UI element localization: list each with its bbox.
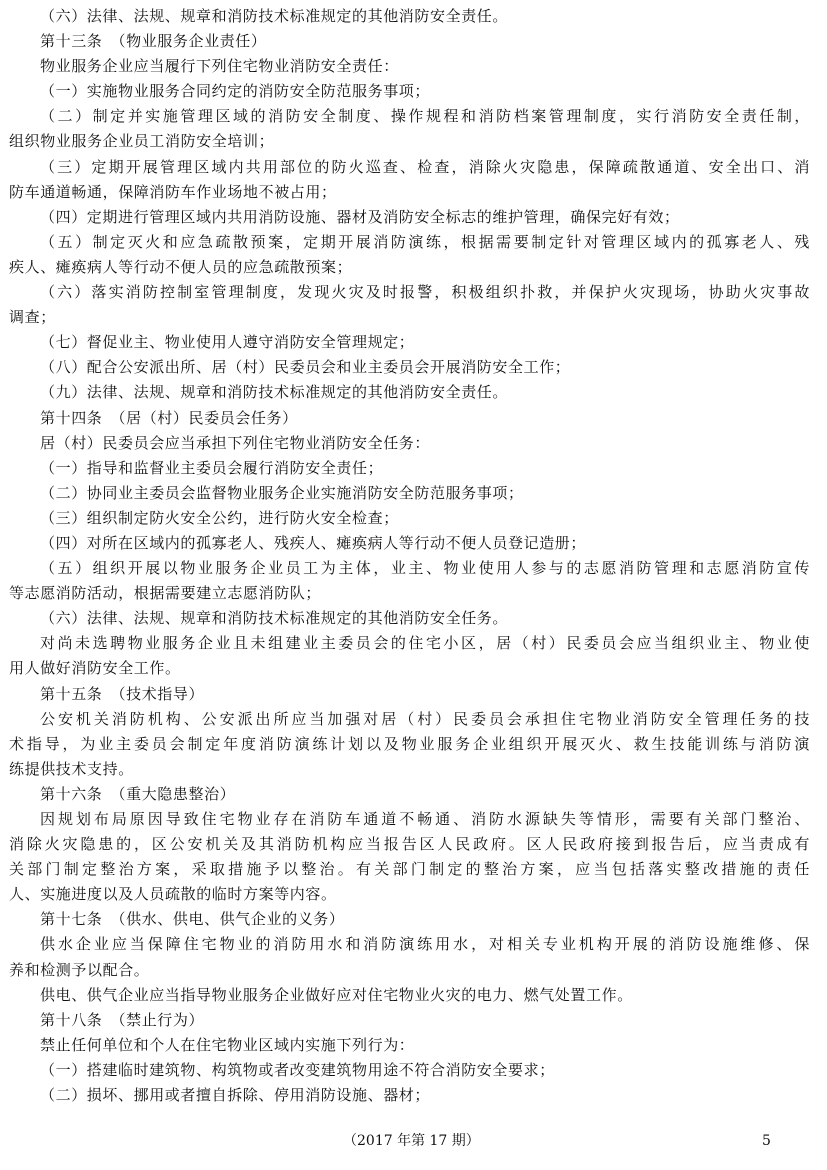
issue-label: （2017 年第 17 期） [343, 1133, 480, 1149]
text-line: 第十八条 （禁止行为） [40, 1010, 205, 1029]
text-line: 供水企业应当保障住宅物业的消防用水和消防演练用水，对相关专业机构开展的消防设施维修、保 [40, 935, 810, 954]
text-line: 第十四条 （居（村）民委员会任务） [40, 408, 298, 427]
text-line: （八）配合公安派出所、居（村）民委员会和业主委员会开展消防安全工作； [40, 358, 571, 377]
text-line: 用人做好消防安全工作。 [9, 659, 181, 678]
text-line: 人、实施进度以及人员疏散的临时方案等内容。 [9, 885, 337, 904]
text-line: 疾人、瘫痪病人等行动不便人员的应急疏散预案； [9, 257, 353, 276]
text-line: 消除火灾隐患的，区公安机关及其消防机构应当报告区人民政府。区人民政府接到报告后，应当责成有 [9, 835, 810, 854]
text-line: （一）指导和监督业主委员会履行消防安全责任； [40, 458, 384, 477]
text-line: 关部门制定整治方案，采取措施予以整治。有关部门制定的整治方案，应当包括落实整改措施的责任 [9, 860, 810, 879]
page-footer [0, 1130, 827, 1152]
text-line: （六）落实消防控制室管理制度，发现火灾及时报警，积极组织扑救，并保护火灾现场，协助火灾事故 [40, 283, 810, 302]
text-line: （四）对所在区域内的孤寡老人、残疾人、瘫痪病人等行动不便人员登记造册； [40, 533, 587, 552]
text-line: 防车通道畅通，保障消防车作业场地不被占用； [9, 182, 337, 201]
text-line: （七）督促业主、物业使用人遵守消防安全管理规定； [40, 333, 415, 352]
text-line: （二）制定并实施管理区域的消防安全制度、操作规程和消防档案管理制度，实行消防安全责任制， [40, 107, 810, 126]
text-line: （五）组织开展以物业服务企业员工为主体，业主、物业使用人参与的志愿消防管理和志愿消防宣传 [40, 559, 810, 578]
text-line: （一）搭建临时建筑物、构筑物或者改变建筑物用途不符合消防安全要求； [40, 1060, 555, 1079]
text-line: 供电、供气企业应当指导物业服务企业做好应对住宅物业火灾的电力、燃气处置工作。 [40, 985, 633, 1004]
text-line: （六）法律、法规、规章和消防技术标准规定的其他消防安全责任。 [40, 7, 509, 25]
text-line: 对尚未选聘物业服务企业且未组建业主委员会的住宅小区，居（村）民委员会应当组织业主、物业使 [40, 634, 810, 653]
text-line: （六）法律、法规、规章和消防技术标准规定的其他消防安全任务。 [40, 609, 509, 628]
text-line: 练提供技术支持。 [9, 759, 134, 778]
text-line: 组织物业服务企业员工消防安全培训； [9, 132, 275, 151]
text-line: 物业服务企业应当履行下列住宅物业消防安全责任： [40, 57, 399, 76]
text-line: 禁止任何单位和个人在住宅物业区域内实施下列行为： [40, 1035, 415, 1054]
text-line: 因规划布局原因导致住宅物业存在消防车通道不畅通、消防水源缺失等情形，需要有关部门整治、 [40, 810, 810, 828]
text-line: 第十七条 （供水、供电、供气企业的义务） [40, 910, 345, 929]
text-line: （五）制定灭火和应急疏散预案，定期开展消防演练，根据需要制定针对管理区域内的孤寡老人、残 [40, 232, 810, 251]
text-line: （二）协同业主委员会监督物业服务企业实施消防安全防范服务事项； [40, 483, 524, 502]
page-number: 5 [762, 1133, 771, 1149]
text-line: （一）实施物业服务合同约定的消防安全防范服务事项； [40, 82, 431, 101]
text-line: （九）法律、法规、规章和消防技术标准规定的其他消防安全责任。 [40, 383, 509, 402]
text-line: 等志愿消防活动，根据需要建立志愿消防队； [9, 584, 322, 603]
text-line: （二）损坏、挪用或者擅自拆除、停用消防设施、器材； [40, 1086, 431, 1105]
text-line: 第十六条 （重大隐患整治） [40, 784, 236, 803]
text-line: 公安机关消防机构、公安派出所应当加强对居（村）民委员会承担住宅物业消防安全管理任务的技 [40, 709, 810, 728]
text-line: 居（村）民委员会应当承担下列住宅物业消防安全任务： [40, 433, 431, 452]
document-body [9, 4, 810, 1108]
text-line: 术指导，为业主委员会制定年度消防演练计划以及物业服务企业组织开展灭火、救生技能训练与消防演 [9, 734, 810, 753]
text-line: 第十三条 （物业服务企业责任） [40, 32, 267, 51]
text-line: （四）定期进行管理区域内共用消防设施、器材及消防安全标志的维护管理，确保完好有效； [40, 207, 680, 226]
text-line: （三）定期开展管理区域内共用部位的防火巡查、检查，消除火灾隐患，保障疏散通道、安全出口、消 [40, 157, 810, 176]
text-line: 调查； [9, 308, 56, 327]
text-line: 第十五条 （技术指导） [40, 684, 205, 703]
text-line: 养和检测予以配合。 [9, 960, 150, 979]
text-line: （三）组织制定防火安全公约，进行防火安全检查； [40, 508, 399, 527]
